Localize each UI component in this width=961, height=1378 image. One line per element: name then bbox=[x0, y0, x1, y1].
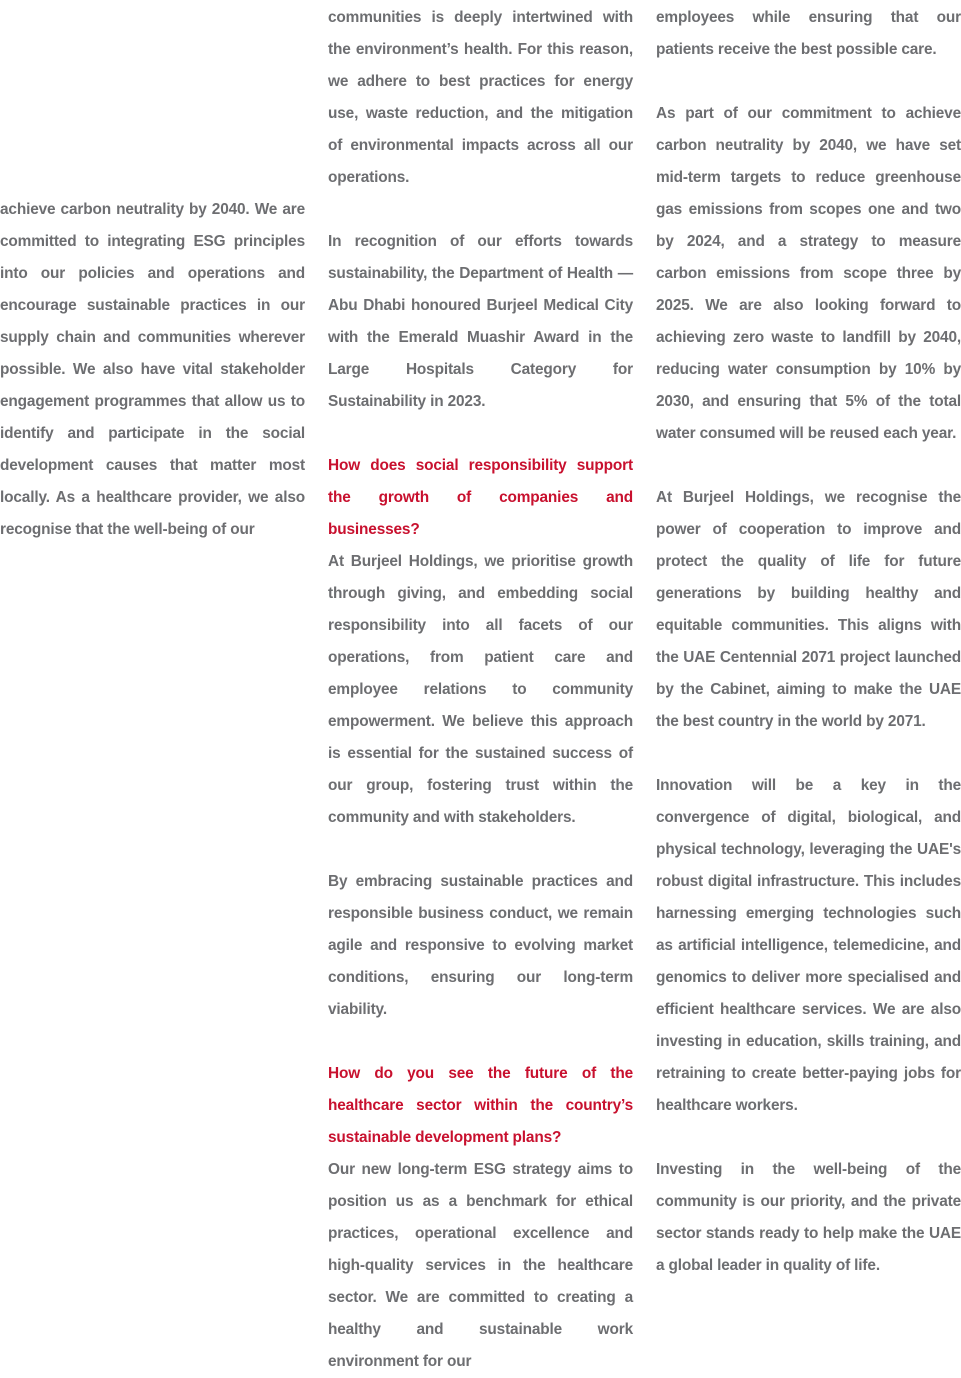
question-heading: How does social responsibility support the growth of companies and businesses? bbox=[328, 457, 633, 538]
paragraph: Investing in the well-being of the community is our priority, and the private sector stands ready to help make the UAE a global leader in quality of life. bbox=[656, 1161, 961, 1274]
text-column-2 bbox=[328, 2, 633, 1378]
paragraph: achieve carbon neutrality by 2040. We are committed to integrating ESG principles into our policies and operations and encourage sustainable practices in our supply chain and communities wherever possible. We also have vital stakeholder engagement programmes that allow us to identify and participate in the social development causes that matter most locally. As a healthcare provider, we also recognise that the well-being of our bbox=[0, 201, 305, 538]
paragraph: communities is deeply intertwined with the environment’s health. For this reason, we adhere to best practices for energy use, waste reduction, and the mitigation of environmental impacts across all our operations. bbox=[328, 9, 633, 186]
paragraph: By embracing sustainable practices and responsible business conduct, we remain agile and responsive to evolving market conditions, ensuring our long-term viability. bbox=[328, 873, 633, 1018]
paragraph: At Burjeel Holdings, we recognise the power of cooperation to improve and protect the quality of life for future generations by building healthy and equitable communities. This aligns with the UAE Centennial 2071 project launched by the Cabinet, aiming to make the UAE the best country in the world by 2071. bbox=[656, 489, 961, 730]
paragraph: As part of our commitment to achieve carbon neutrality by 2040, we have set mid-term targets to reduce greenhouse gas emissions from scopes one and two by 2024, and a strategy to measure carbon emissions from scope three by 2025. We are also looking forward to achieving zero waste to landfill by 2040, reducing water consumption by 10% by 2030, and ensuring that 5% of the total water consumed will be reused each year. bbox=[656, 105, 961, 442]
question-heading: How do you see the future of the healthcare sector within the country’s sustainable development plans? bbox=[328, 1065, 633, 1146]
answer-paragraph: At Burjeel Holdings, we prioritise growth through giving, and embedding social responsibility into all facets of our operations, from patient care and employee relations to community empowerment. We believe this approach is essential for the sustained success of our group, fostering trust within the community and with stakeholders. bbox=[328, 553, 633, 826]
text-column-3 bbox=[656, 2, 961, 1282]
paragraph: In recognition of our efforts towards sustainability, the Department of Health — Abu Dhabi honoured Burjeel Medical City with the Emerald Muashir Award in the Large Hospitals Category for Sustainability in 2023. bbox=[328, 233, 633, 410]
paragraph: employees while ensuring that our patients receive the best possible care. bbox=[656, 9, 961, 58]
text-column-1 bbox=[0, 194, 305, 546]
paragraph: Innovation will be a key in the convergence of digital, biological, and physical technology, leveraging the UAE's robust digital infrastructure. This includes harnessing emerging technologies such as artificial intelligence, telemedicine, and genomics to deliver more specialised and efficient healthcare services. We are also investing in education, skills training, and retraining to create better-paying jobs for healthcare workers. bbox=[656, 777, 961, 1114]
answer-paragraph: Our new long-term ESG strategy aims to position us as a benchmark for ethical practices, operational excellence and high-quality services in the healthcare sector. We are committed to creating a healthy and sustainable work environment for our bbox=[328, 1161, 633, 1370]
